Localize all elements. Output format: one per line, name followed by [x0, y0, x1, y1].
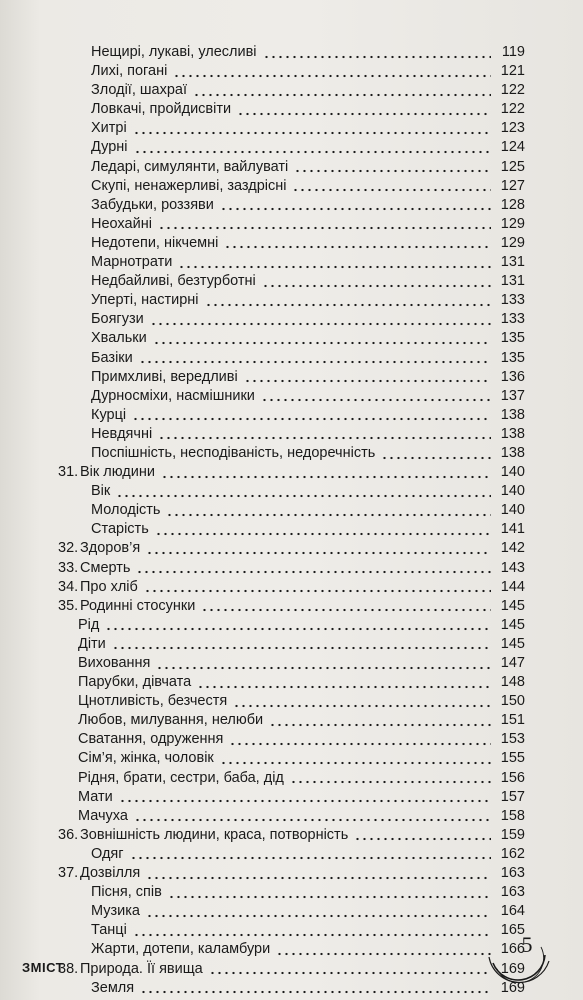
toc-entry-page: 156 [500, 769, 525, 786]
toc-entry-page: 125 [500, 158, 525, 175]
toc-entry-title: Неохайні [91, 215, 152, 232]
toc-entry [0, 329, 583, 348]
toc-entry-title: Хитрі [91, 120, 127, 137]
toc-entry [0, 616, 583, 635]
toc-entry-page: 133 [500, 292, 525, 309]
toc-entry-page: 165 [500, 922, 525, 939]
toc-entry-title: Вік людини [80, 464, 155, 481]
toc-entry-title: Пісня, спів [91, 884, 162, 901]
toc-entry-title: Недбайливі, безтурботні [91, 273, 256, 290]
table-of-contents [0, 43, 583, 998]
dot-leader [146, 914, 491, 918]
toc-entry-title: Примхливі, вередливі [91, 368, 238, 385]
toc-entry-number: 34. [58, 578, 79, 595]
toc-entry [0, 272, 583, 291]
toc-entry [0, 559, 583, 578]
toc-entry-page: 169 [500, 979, 525, 996]
toc-entry-page: 157 [500, 788, 525, 805]
toc-entry [0, 444, 583, 463]
toc-entry-page: 142 [500, 540, 525, 557]
toc-entry-page: 148 [500, 674, 525, 691]
toc-entry-page: 151 [500, 712, 525, 729]
toc-entry [0, 673, 583, 692]
toc-entry-page: 153 [500, 731, 525, 748]
toc-entry-title: Природа. Її явища [80, 960, 203, 977]
toc-entry-page: 127 [500, 177, 525, 194]
toc-entry [0, 215, 583, 234]
dot-leader [229, 742, 491, 746]
dot-leader [105, 627, 491, 631]
toc-entry-title: Нещирі, лукаві, улесливі [91, 44, 257, 60]
dot-leader [134, 150, 491, 154]
dot-leader [205, 303, 492, 307]
dot-leader [178, 265, 491, 269]
toc-entry-title: Уперті, настирні [91, 292, 199, 309]
toc-entry-number: 35. [58, 597, 79, 614]
toc-entry [0, 234, 583, 253]
toc-entry [0, 597, 583, 616]
toc-entry-title: Невдячні [91, 425, 153, 442]
toc-entry-title: Ловкачі, пройдисвіти [91, 101, 232, 118]
toc-entry-page: 163 [500, 884, 525, 901]
dot-leader [130, 856, 491, 860]
toc-entry-title: Марнотрати [91, 254, 173, 271]
toc-entry-number: 36. [58, 826, 79, 843]
toc-entry-title: Старість [91, 521, 149, 538]
toc-entry [0, 196, 583, 215]
toc-entry-title: Дурносміхи, насмішники [91, 387, 255, 404]
toc-entry [0, 177, 583, 196]
dot-leader [116, 494, 491, 498]
toc-entry-page: 136 [500, 368, 525, 385]
toc-entry-title: Музика [91, 903, 140, 920]
toc-entry [0, 578, 583, 597]
dot-leader [134, 818, 491, 822]
dot-leader [261, 398, 491, 402]
dot-leader [146, 876, 491, 880]
toc-entry-page: 137 [500, 387, 525, 404]
toc-entry-page: 129 [500, 215, 525, 232]
toc-entry-page: 140 [500, 502, 525, 519]
dot-leader [153, 341, 491, 345]
toc-entry [0, 539, 583, 558]
toc-entry [0, 482, 583, 501]
toc-entry-number: 33. [58, 559, 79, 576]
toc-entry [0, 845, 583, 864]
toc-entry-title: Мачуха [78, 807, 128, 824]
toc-entry-page: 122 [500, 82, 525, 99]
toc-entry [0, 826, 583, 845]
toc-entry [0, 864, 583, 883]
toc-entry-page: 140 [500, 483, 525, 500]
toc-entry-title: Поспішність, несподіваність, недоречність [91, 444, 376, 461]
toc-entry-page: 131 [500, 273, 525, 290]
toc-entry [0, 43, 583, 62]
toc-entry-page: 169 [500, 960, 525, 977]
toc-entry-page: 166 [500, 941, 525, 958]
dot-leader [290, 780, 491, 784]
toc-entry-page: 119 [501, 44, 525, 60]
toc-entry-page: 122 [500, 101, 525, 118]
toc-entry-page: 164 [500, 903, 525, 920]
toc-entry-title: Рідня, брати, сестри, баба, дід [78, 769, 284, 786]
toc-entry-page: 135 [500, 349, 525, 366]
dot-leader [201, 608, 491, 612]
toc-entry [0, 730, 583, 749]
toc-entry-title: Дозвілля [80, 865, 141, 882]
toc-entry-title: Жарти, дотепи, каламбури [91, 941, 271, 958]
dot-leader [158, 226, 491, 230]
dot-leader [158, 436, 491, 440]
dot-leader [173, 74, 491, 78]
dot-leader [220, 761, 491, 765]
toc-entry [0, 769, 583, 788]
toc-entry-title: Діти [78, 635, 106, 652]
toc-entry [0, 406, 583, 425]
toc-entry [0, 749, 583, 768]
toc-entry [0, 253, 583, 272]
toc-entry [0, 463, 583, 482]
toc-entry-title: Смерть [80, 559, 131, 576]
dot-leader [263, 55, 491, 59]
toc-entry-title: Скупі, ненажерливі, заздрісні [91, 177, 287, 194]
toc-entry [0, 62, 583, 81]
toc-entry-number: 31. [58, 464, 79, 481]
toc-entry-title: Парубки, дівчата [78, 674, 192, 691]
dot-leader [224, 245, 491, 249]
toc-entry-page: 131 [500, 254, 525, 271]
toc-entry-title: Курці [91, 406, 127, 423]
dot-leader [233, 704, 491, 708]
toc-entry-page: 145 [500, 616, 525, 633]
dot-leader [155, 532, 491, 536]
toc-entry-page: 138 [500, 406, 525, 423]
dot-leader [150, 322, 491, 326]
toc-entry-title: Злодії, шахраї [91, 82, 187, 99]
dot-leader [276, 952, 491, 956]
dot-leader [262, 284, 491, 288]
toc-entry [0, 501, 583, 520]
toc-entry-title: Ледарі, симулянти, вайлуваті [91, 158, 289, 175]
toc-entry-title: Сім’я, жінка, чоловік [78, 750, 214, 767]
toc-entry-page: 138 [500, 425, 525, 442]
dot-leader [269, 723, 491, 727]
toc-entry-title: Недотепи, нікчемні [91, 234, 219, 251]
dot-leader [197, 685, 491, 689]
toc-entry-page: 124 [500, 139, 525, 156]
dot-leader [193, 93, 491, 97]
dot-leader [156, 666, 491, 670]
page-number: 5 [521, 932, 533, 957]
toc-entry-page: 135 [500, 330, 525, 347]
toc-entry-number: 32. [58, 540, 79, 557]
toc-entry [0, 425, 583, 444]
dot-leader [132, 417, 491, 421]
toc-entry-title: Зовнішність людини, краса, потворність [80, 826, 349, 843]
toc-entry [0, 158, 583, 177]
toc-entry-page: 129 [500, 234, 525, 251]
dot-leader [161, 475, 491, 479]
toc-entry-page: 121 [500, 63, 525, 80]
toc-entry-title: Любов, милування, нелюби [78, 712, 264, 729]
toc-entry [0, 368, 583, 387]
toc-entry [0, 291, 583, 310]
toc-entry [0, 138, 583, 157]
toc-entry-number: 38. [58, 960, 79, 977]
toc-entry [0, 81, 583, 100]
toc-entry [0, 883, 583, 902]
dot-leader [133, 933, 491, 937]
toc-entry [0, 349, 583, 368]
dot-leader [119, 799, 491, 803]
dot-leader [140, 990, 491, 994]
toc-entry-page: 155 [500, 750, 525, 767]
footer-section-label: ЗМІСТ [22, 960, 65, 975]
toc-entry-page: 163 [500, 865, 525, 882]
toc-entry-title: Лихі, погані [91, 63, 168, 80]
toc-entry-page: 158 [500, 807, 525, 824]
toc-entry-page: 138 [500, 444, 525, 461]
dot-leader [294, 169, 491, 173]
toc-entry-title: Виховання [78, 655, 151, 671]
toc-entry [0, 788, 583, 807]
toc-entry-number: 37. [58, 865, 79, 882]
dot-leader [292, 188, 491, 192]
dot-leader [146, 551, 491, 555]
toc-entry-title: Боягузи [91, 311, 144, 328]
dot-leader [244, 379, 491, 383]
toc-entry-title: Здоров’я [80, 540, 141, 557]
toc-entry-title: Родинні стосунки [80, 597, 196, 614]
toc-entry-title: Земля [91, 979, 135, 996]
toc-entry-title: Одяг [91, 845, 124, 862]
dot-leader [237, 112, 491, 116]
toc-entry-title: Базіки [91, 349, 133, 366]
toc-entry-page: 133 [500, 311, 525, 328]
dot-leader [139, 360, 491, 364]
toc-entry-page: 140 [500, 464, 525, 481]
dot-leader [166, 513, 491, 517]
toc-entry-page: 162 [500, 845, 525, 862]
toc-entry-page: 150 [500, 693, 525, 710]
toc-entry-title: Про хліб [80, 578, 138, 595]
toc-entry [0, 807, 583, 826]
toc-entry [0, 635, 583, 654]
toc-entry-page: 145 [500, 597, 525, 614]
toc-entry [0, 692, 583, 711]
toc-entry-page: 123 [500, 120, 525, 137]
toc-entry [0, 119, 583, 138]
toc-entry-title: Мати [78, 788, 113, 805]
dot-leader [220, 207, 491, 211]
dot-leader [133, 131, 491, 135]
toc-entry [0, 100, 583, 119]
toc-entry-page: 141 [500, 521, 525, 538]
toc-entry-title: Танці [91, 922, 127, 939]
toc-entry-title: Цнотливість, безчестя [78, 693, 228, 710]
toc-entry [0, 711, 583, 730]
dot-leader [112, 646, 491, 650]
toc-entry [0, 310, 583, 329]
toc-entry [0, 387, 583, 406]
dot-leader [354, 837, 491, 841]
toc-entry-title: Забудьки, роззяви [91, 196, 214, 213]
toc-entry-page: 128 [500, 196, 525, 213]
toc-entry [0, 654, 583, 673]
dot-leader [381, 456, 491, 460]
dot-leader [168, 895, 491, 899]
toc-entry-title: Хвальки [91, 330, 147, 347]
toc-entry-title: Сватання, одруження [78, 731, 224, 748]
toc-entry [0, 520, 583, 539]
toc-entry-page: 145 [500, 635, 525, 652]
toc-entry-title: Вік [91, 483, 111, 500]
toc-entry-page: 147 [500, 655, 525, 671]
dot-leader [136, 570, 491, 574]
dot-leader [144, 589, 491, 593]
toc-entry-title: Рід [78, 616, 100, 633]
toc-entry-title: Молодість [91, 502, 161, 519]
toc-entry-title: Дурні [91, 139, 128, 156]
dot-leader [209, 971, 491, 975]
toc-entry-page: 144 [500, 578, 525, 595]
toc-entry-page: 159 [500, 826, 525, 843]
toc-entry-page: 143 [500, 559, 525, 576]
